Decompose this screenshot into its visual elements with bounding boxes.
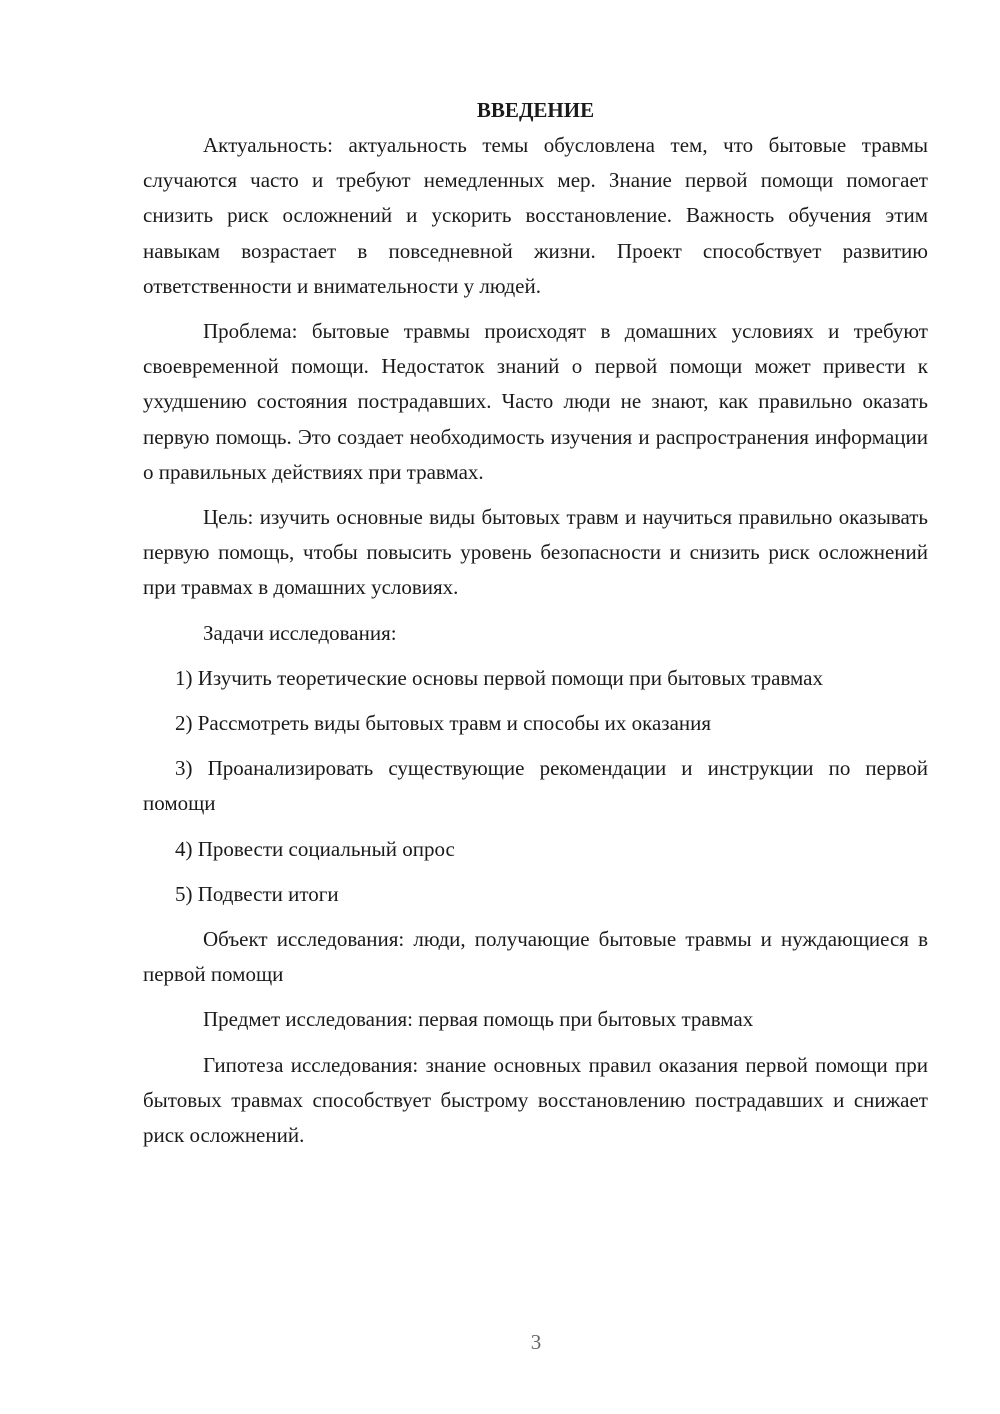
section-title: ВВЕДЕНИЕ	[476, 98, 595, 122]
task-item: 1) Изучить теоретические основы первой помощи при бытовых травмах	[175, 665, 823, 690]
task-item: 5) Подвести итоги	[175, 881, 339, 906]
paragraph-hypothesis: Гипотеза исследования: знание основных правил оказания первой помощи при бытовых травмах способствует быстрому восстановлению пострадавших и снижает риск осложнений.	[143, 1052, 928, 1148]
paragraph-subject: Предмет исследования: первая помощь при бытовых травмах	[203, 1007, 754, 1032]
tasks-heading: Задачи исследования:	[203, 620, 397, 645]
task-item: 2) Рассмотреть виды бытовых травм и способы их оказания	[175, 711, 712, 736]
paragraph-object: Объект исследования: люди, получающие бытовые травмы и нуждающиеся в первой помощи	[143, 927, 928, 987]
task-item: 4) Провести социальный опрос	[175, 836, 455, 861]
paragraph-relevance: Актуальность: актуальность темы обусловлена тем, что бытовые травмы случаются часто и требуют немедленных мер. Знание первой помощи помогает снизить риск осложнений и ускорить восстановление. Важность обучения этим навыкам возрастает в повседневной жизни. Проект способствует развитию ответственности и внимательности у людей.	[143, 133, 928, 298]
page-number: 3	[530, 1330, 542, 1354]
document-page	[143, 92, 928, 1163]
task-item: 3) Проанализировать существующие рекомендации и инструкции по первой помощи	[143, 756, 928, 816]
paragraph-goal: Цель: изучить основные виды бытовых травм и научиться правильно оказывать первую помощь, чтобы повысить уровень безопасности и снизить риск осложнений при травмах в домашних условиях.	[143, 505, 928, 600]
paragraph-problem: Проблема: бытовые травмы происходят в домашних условиях и требуют своевременной помощи. Недостаток знаний о первой помощи может привести к ухудшению состояния пострадавших. Часто люди не знают, как правильно оказать первую помощь. Это создает необходимость изучения и распространения информации о правильных действиях при травмах.	[143, 319, 928, 484]
